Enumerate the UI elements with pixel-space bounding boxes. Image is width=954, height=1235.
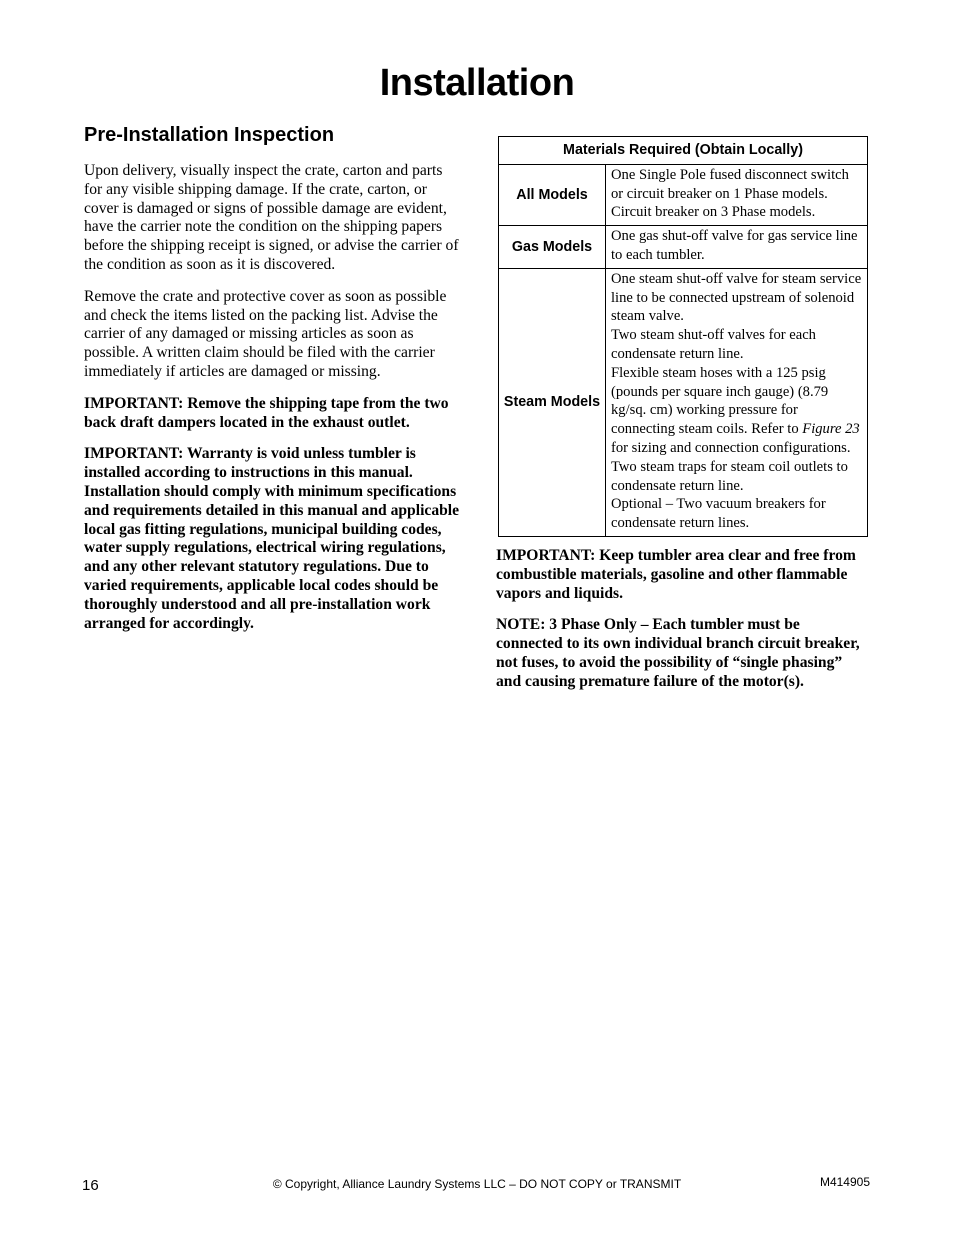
model-label-all: All Models xyxy=(499,164,606,225)
right-column xyxy=(496,136,870,705)
material-line: Two steam traps for steam coil outlets to condensate return line. xyxy=(611,458,848,494)
material-line: Optional – Two vacuum breakers for condensate return lines. xyxy=(611,496,826,532)
right-notes xyxy=(496,547,868,692)
materials-cell-all xyxy=(606,164,868,225)
material-line: Circuit breaker on 3 Phase models. xyxy=(611,204,816,221)
copyright-notice: © Copyright, Alliance Laundry Systems LLC – DO NOT COPY or TRANSMIT xyxy=(272,1177,682,1191)
inspection-paragraph-1: Upon delivery, visually inspect the crate, carton and parts for any visible shipping damage. If the crate, carton, or cover is damaged or signs of possible damage are evident, have the carrier note the condition on the shipping papers before the shipping receipt is signed, or advise the carrier of the condition as soon as it is discovered. xyxy=(84,162,459,273)
important-warranty: IMPORTANT: Warranty is void unless tumbler is installed according to instructions in this manual. Installation should comply with minimum specifications and requirements detailed in this manual and applicable local gas fitting regulations, municipal building codes, water supply regulations, electrical wiring regulations, and any other relevant statutory regulations. Due to varied requirements, applicable local codes should be thoroughly understood and all pre-installation work arranged for accordingly. xyxy=(84,445,460,632)
materials-table-header: Materials Required (Obtain Locally) xyxy=(499,137,868,165)
materials-cell-gas xyxy=(606,226,868,269)
hose-text: Flexible steam hoses with a 125 psig (pounds per square inch gauge) (8.79 kg/sq. cm) working pressure for connecting steam coils. Refer to xyxy=(611,364,829,438)
important-clear-area: IMPORTANT: Keep tumbler area clear and free from combustible materials, gasoline and other flammable vapors and liquids. xyxy=(496,546,856,602)
left-column xyxy=(84,120,460,646)
important-shipping-tape: IMPORTANT: Remove the shipping tape from the two back draft dampers located in the exhaust outlet. xyxy=(84,394,449,431)
table-row-gas-models xyxy=(499,226,868,269)
model-label-steam: Steam Models xyxy=(499,268,606,536)
table-row-steam-models xyxy=(499,268,868,536)
page-footer xyxy=(0,1175,954,1197)
table-row-all-models xyxy=(499,164,868,225)
page-title: Installation xyxy=(379,62,575,104)
hose-text-end: for sizing and connection configurations. xyxy=(611,439,851,456)
inspection-paragraph-2: Remove the crate and protective cover as soon as possible and check the items listed on the packing list. Advise the carrier of any damaged or missing articles as soon as possible. A written claim should be filed with the carrier immediately if articles are damaged or missing. xyxy=(84,287,447,380)
material-line: One gas shut-off valve for gas service line to each tumbler. xyxy=(611,228,858,263)
figure-reference-link[interactable]: Figure 23 xyxy=(802,421,860,438)
material-line: Two steam shut-off valves for each condensate return line. xyxy=(611,327,816,362)
material-line-hoses xyxy=(611,364,863,458)
document-id: M414905 xyxy=(819,1175,870,1189)
note-3-phase: NOTE: 3 Phase Only – Each tumbler must be connected to its own individual branch circuit breaker, not fuses, to avoid the possibility of “single phasing” and causing premature failure of the motor(s). xyxy=(496,616,860,690)
model-label-gas: Gas Models xyxy=(499,226,606,269)
section-heading: Pre-Installation Inspection xyxy=(84,124,335,146)
material-line: One steam shut-off valve for steam service line to be connected upstream of solenoid steam valve. xyxy=(611,270,862,325)
page-number: 16 xyxy=(82,1177,99,1194)
materials-table xyxy=(498,136,868,537)
material-line: One Single Pole fused disconnect switch or circuit breaker on 1 Phase models. xyxy=(611,166,849,202)
materials-cell-steam xyxy=(606,268,868,536)
materials-table-header-row xyxy=(499,137,868,165)
